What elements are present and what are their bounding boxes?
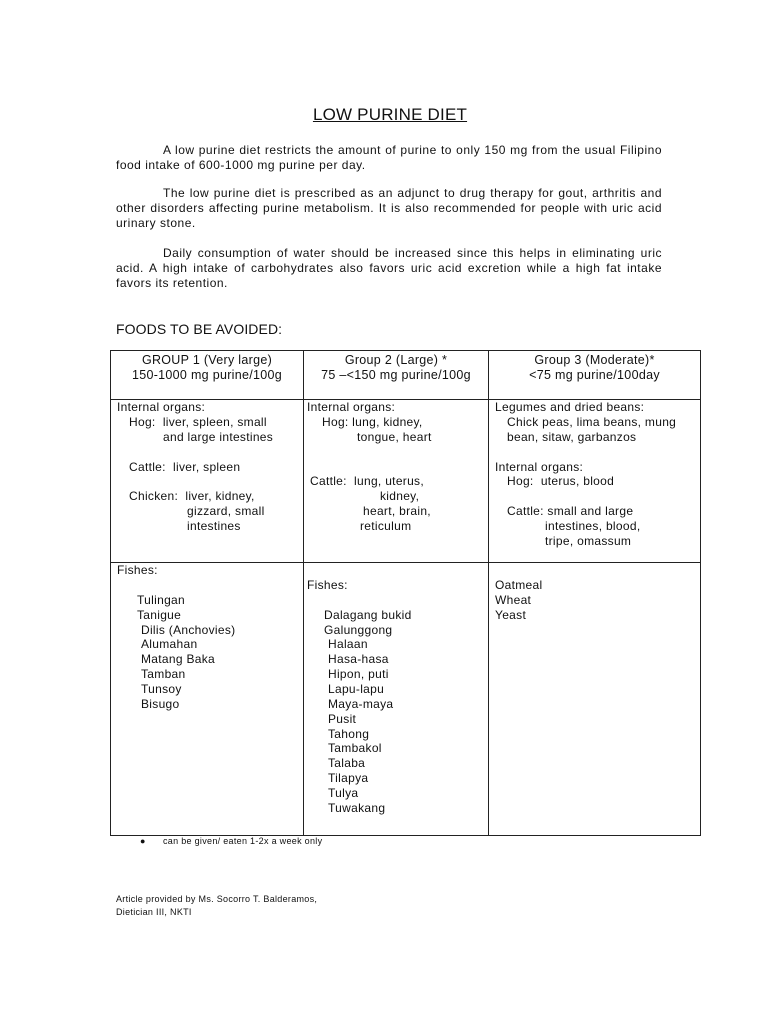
table-cell-line: intestines, blood, [545,519,641,533]
group3-header [489,351,701,400]
table-cell-line: Cattle: lung, uterus, [310,474,424,488]
list-item: Bisugo [141,697,180,711]
table-cell-line: Internal organs: [117,400,206,414]
prescription-paragraph: The low purine diet is prescribed as an adjunct to drug therapy for gout, arthritis and other disorders affecting purine metabolism. It is also recommended for people with uric acid urinary stone. [116,186,662,230]
group2-header [304,351,489,400]
table-cell-line: Cattle: small and large [507,504,634,518]
table-cell-line: Chicken: liver, kidney, [129,489,255,503]
list-item: Wheat [495,593,532,607]
list-item: Dilis (Anchovies) [141,623,236,637]
table-cell-line: tripe, omassum [545,534,632,548]
list-item: Tulya [328,786,359,800]
group1-header [111,351,304,400]
water-paragraph: Daily consumption of water should be increased since this helps in eliminating uric acid. A high intake of carbohydrates also favors uric acid excretion while a high fat intake favors its retention. [116,246,662,290]
list-item: Lapu-lapu [328,682,385,696]
table-cell-line: Internal organs: [495,460,584,474]
fishes-row [111,563,701,836]
table-cell-line: Chick peas, lima beans, mung [507,415,677,429]
table-cell-line: Cattle: liver, spleen [129,460,241,474]
list-item: Tahong [328,727,370,741]
group1-organs-cell [111,400,304,563]
table-cell-line: Legumes and dried beans: [495,400,645,414]
fishes-label: Fishes: [117,563,158,577]
table-cell-line: and large intestines [163,430,274,444]
bullet-icon: ● [140,836,146,846]
group1-title: GROUP 1 (Very large) [141,353,273,367]
table-cell-line: gizzard, small [187,504,265,518]
list-item: Tanigue [137,608,182,622]
table-header-row [111,351,701,400]
table-cell-line: intestines [187,519,241,533]
list-item: Maya-maya [328,697,394,711]
list-item: Tambakol [328,741,382,755]
list-item: Tamban [141,667,186,681]
list-item: Yeast [495,608,527,622]
group2-range: 75 –<150 mg purine/100g [321,368,471,382]
fishes-label: Fishes: [307,578,348,592]
table-cell-line: bean, sitaw, garbanzos [507,430,637,444]
footnote [140,836,322,846]
list-item: Hasa-hasa [328,652,389,666]
purine-groups-table [110,350,701,836]
group1-fishes-cell [111,563,304,836]
list-item: Tunsoy [141,682,182,696]
group2-organs-cell [304,400,489,563]
footnote-text: can be given/ eaten 1-2x a week only [163,836,323,846]
intro-paragraph: A low purine diet restricts the amount of purine to only 150 mg from the usual Filipino food intake of 600-1000 mg purine per day. [116,143,662,172]
table-cell-line: heart, brain, [363,504,431,518]
group3-title: Group 3 (Moderate)* [534,353,655,367]
list-item: Talaba [328,756,366,770]
table-cell-line: reticulum [360,519,412,533]
list-item: Tilapya [328,771,369,785]
table-cell-line: Hog: lung, kidney, [322,415,423,429]
table-cell-line: Hog: uterus, blood [507,474,615,488]
credit-line: Article provided by Ms. Socorro T. Balderamos, [116,894,318,904]
list-item: Pusit [328,712,357,726]
group3-grains-cell [489,563,701,836]
table-cell-line: Internal organs: [307,400,396,414]
group3-range: <75 mg purine/100day [529,368,660,382]
credit-line: Dietician III, NKTI [116,907,192,917]
list-item: Oatmeal [495,578,543,592]
table-cell-line: Hog: liver, spleen, small [129,415,267,429]
list-item: Tulingan [137,593,185,607]
group3-organs-cell [489,400,701,563]
organs-row [111,400,701,563]
group2-title: Group 2 (Large) * [344,353,448,367]
foods-to-avoid-heading: FOODS TO BE AVOIDED: [116,321,283,337]
group2-fishes-cell [304,563,489,836]
table-cell-line: kidney, [380,489,420,503]
group1-range: 150-1000 mg purine/100g [131,368,283,382]
list-item: Hipon, puti [328,667,389,681]
list-item: Alumahan [141,637,198,651]
document-title: LOW PURINE DIET [312,105,468,124]
list-item: Halaan [328,637,368,651]
list-item: Matang Baka [141,652,216,666]
table-cell-line: tongue, heart [357,430,432,444]
list-item: Tuwakang [328,801,386,815]
list-item: Dalagang bukid [324,608,412,622]
article-credit [116,893,317,919]
list-item: Galunggong [324,623,393,637]
